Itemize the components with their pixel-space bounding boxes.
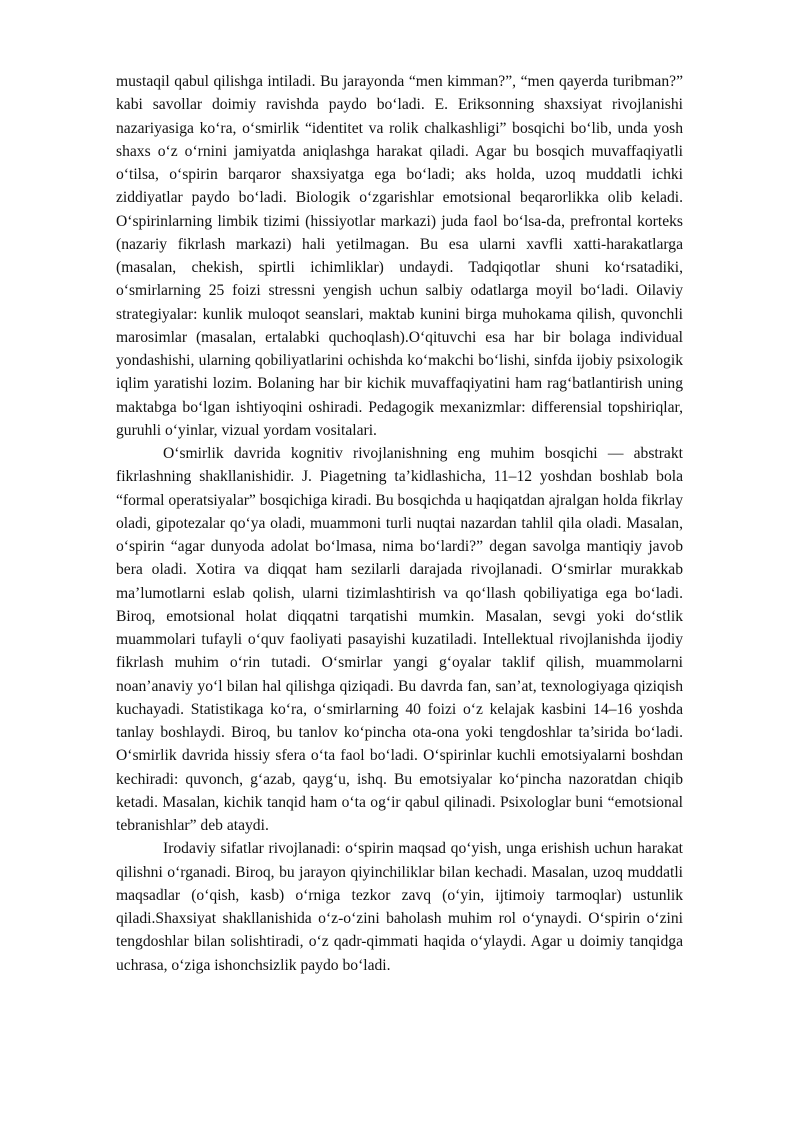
paragraph-volitional-qualities: Irodaviy sifatlar rivojlanadi: o‘spirin maqsad qo‘yish, unga erishish uchun harakat qilishni o‘rganadi. Biroq, bu jarayon qiyinchiliklar bilan kechadi. Masalan, uzoq muddatli maqsadlar (o‘qish, kasb) o‘rniga tezkor zavq (o‘yin, ijtimoiy tarmoqlar) ustunlik qiladi.Shaxsiyat shakllanishida o‘z-o‘zini baholash muhim rol o‘ynaydi. O‘spirin o‘zini tengdoshlar bilan solishtiradi, o‘z qadr-qimmati haqida o‘ylaydi. Agar u doimiy tanqidga uchrasa, o‘ziga ishonchsizlik paydo bo‘ladi. (116, 840, 683, 974)
document-page (116, 70, 683, 977)
paragraph-continuation: mustaqil qabul qilishga intiladi. Bu jarayonda “men kimman?”, “men qayerda turibman?” kabi savollar doimiy ravishda paydo bo‘ladi. E. Eriksonning shaxsiyat rivojlanishi nazariyasiga ko‘ra, o‘smirlik “identitet va rolik chalkashligi” bosqichi bo‘lib, unda yosh shaxs o‘z o‘rnini jamiyatda aniqlashga harakat qiladi. Agar bu bosqich muvaffaqiyatli o‘tilsa, o‘spirin barqaror shaxsiyatga ega bo‘ladi; aks holda, uzoq muddatli ichki ziddiyatlar paydo bo‘ladi. Biologik o‘zgarishlar emotsional beqarorlikka olib keladi. O‘spirinlarning limbik tizimi (hissiyotlar markazi) juda faol bo‘lsa-da, prefrontal korteks (nazariy fikrlash markazi) hali yetilmagan. Bu esa ularni xavfli xatti-harakatlarga (masalan, chekish, spirtli ichimliklar) undaydi. Tadqiqotlar shuni ko‘rsatadiki, o‘smirlarning 25 foizi stressni yengish uchun salbiy odatlarga moyil bo‘ladi. Oilaviy strategiyalar: kunlik muloqot seanslari, maktab kunini birga muhokama qilish, quvonchli marosimlar (masalan, ertalabki quchoqlash).O‘qituvchi esa har bir bolaga individual yondashishi, ularning qobiliyatlarini ochishda ko‘makchi bo‘lishi, sinfda ijobiy psixologik iqlim yaratishi lozim. Bolaning har bir kichik muvaffaqiyatini ham rag‘batlantirish uning maktabga bo‘lgan ishtiyoqini oshiradi. Pedagogik mexanizmlar: differensial topshiriqlar, guruhli o‘yinlar, vizual yordam vositalari. (116, 73, 683, 439)
paragraph-cognitive-development: O‘smirlik davrida kognitiv rivojlanishning eng muhim bosqichi — abstrakt fikrlashning shakllanishidir. J. Piagetning ta’kidlashicha, 11–12 yoshdan boshlab bola “formal operatsiyalar” bosqichiga kiradi. Bu bosqichda u haqiqatdan ajralgan holda fikrlay oladi, gipotezalar qo‘ya oladi, muammoni turli nuqtai nazardan tahlil qila oladi. Masalan, o‘spirin “agar dunyoda adolat bo‘lmasa, nima bo‘lardi?” degan savolga mantiqiy javob bera oladi. Xotira va diqqat ham sezilarli darajada rivojlanadi. O‘smirlar murakkab ma’lumotlarni eslab qolish, ularni tizimlashtirish va qo‘llash qobiliyatiga ega bo‘ladi. Biroq, emotsional holat diqqatni tarqatishi mumkin. Masalan, sevgi yoki do‘stlik muammolari tufayli o‘quv faoliyati pasayishi kuzatiladi. Intellektual rivojlanishda ijodiy fikrlash muhim o‘rin tutadi. O‘smirlar yangi g‘oyalar taklif qilish, muammolarni noan’anaviy yo‘l bilan hal qilishga qiziqadi. Bu davrda fan, san’at, texnologiyaga qiziqish kuchayadi. Statistikaga ko‘ra, o‘smirlarning 40 foizi o‘z kelajak kasbini 14–16 yoshda tanlay boshlaydi. Biroq, bu tanlov ko‘pincha ota-ona yoki tengdoshlar ta’sirida bo‘ladi. O‘smirlik davrida hissiy sfera o‘ta faol bo‘ladi. O‘spirinlar kuchli emotsiyalarni boshdan kechiradi: quvonch, g‘azab, qayg‘u, ishq. Bu emotsiyalar ko‘pincha nazoratdan chiqib ketadi. Masalan, kichik tanqid ham o‘ta og‘ir qabul qilinadi. Psixologlar buni “emotsional tebranishlar” deb ataydi. (116, 445, 683, 834)
